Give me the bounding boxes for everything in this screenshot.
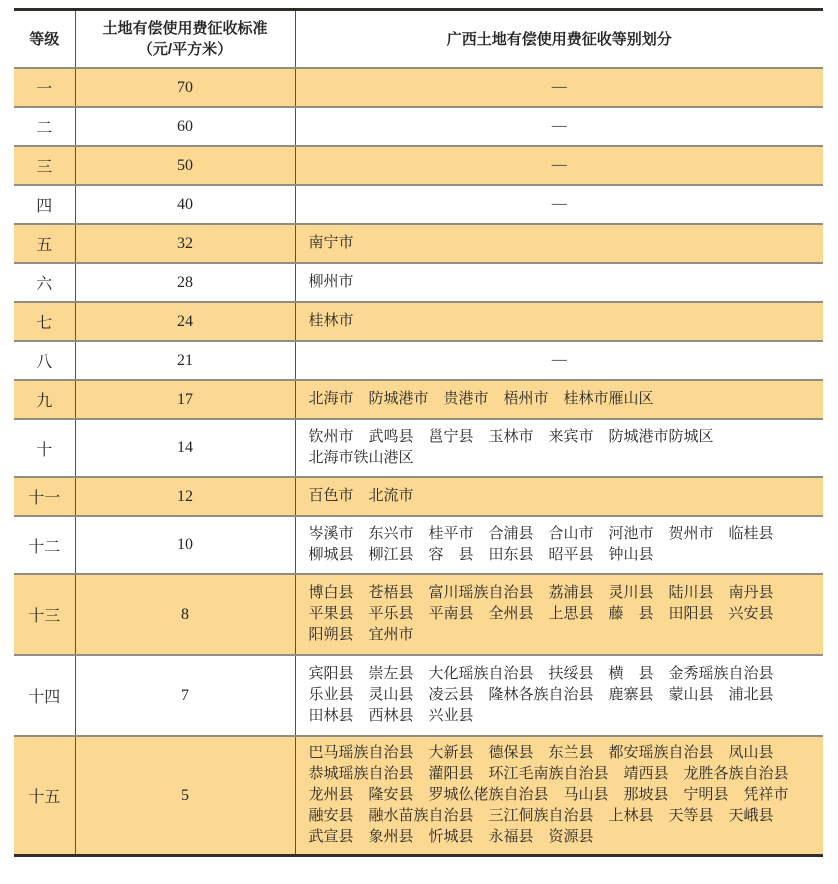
table-row	[14, 736, 823, 856]
regions-cell: —	[295, 146, 823, 185]
regions-cell	[295, 736, 823, 856]
table-row	[14, 185, 823, 224]
regions-cell: —	[295, 107, 823, 146]
grade-cell: 十二	[14, 516, 75, 574]
table-row	[14, 146, 823, 185]
region-line: 百色市 北流市	[308, 488, 414, 504]
table-row	[14, 302, 823, 341]
table-row	[14, 419, 823, 477]
table-row	[14, 107, 823, 146]
table-row	[14, 574, 823, 655]
regions-cell	[295, 380, 823, 419]
regions-cell: —	[295, 185, 823, 224]
standard-cell: 5	[75, 736, 295, 856]
grade-cell: 七	[14, 302, 75, 341]
grade-cell: 五	[14, 224, 75, 263]
table-row	[14, 341, 823, 380]
table-body	[14, 68, 823, 856]
grade-cell: 三	[14, 146, 75, 185]
standard-cell: 12	[75, 477, 295, 516]
header-standard-line2: （元/平方米）	[137, 41, 233, 58]
table-row	[14, 263, 823, 302]
standard-cell: 10	[75, 516, 295, 574]
standard-cell: 50	[75, 146, 295, 185]
standard-cell: 28	[75, 263, 295, 302]
region-line: 田林县 西林县 兴业县	[308, 708, 474, 724]
regions-cell	[295, 419, 823, 477]
regions-cell: —	[295, 341, 823, 380]
region-line: 阳朔县 宜州市	[308, 627, 414, 643]
grade-cell: 八	[14, 341, 75, 380]
region-line: 柳城县 柳江县 容 县 田东县 昭平县 钟山县	[308, 547, 654, 563]
standard-cell: 21	[75, 341, 295, 380]
grade-cell: 二	[14, 107, 75, 146]
grade-cell: 十	[14, 419, 75, 477]
grade-cell: 六	[14, 263, 75, 302]
standard-cell: 8	[75, 574, 295, 655]
regions-cell	[295, 263, 823, 302]
standard-cell: 70	[75, 68, 295, 107]
region-line: 南宁市	[308, 235, 354, 251]
grade-cell: 十三	[14, 574, 75, 655]
region-line: 博白县 苍梧县 富川瑶族自治县 荔浦县 灵川县 陆川县 南丹县	[308, 585, 774, 601]
region-line: 桂林市	[308, 313, 354, 329]
region-line: 乐业县 灵山县 凌云县 隆林各族自治县 鹿寨县 蒙山县 浦北县	[308, 687, 774, 703]
table-row	[14, 68, 823, 107]
region-line: 龙州县 隆安县 罗城仫佬族自治县 马山县 那坡县 宁明县 凭祥市	[308, 787, 789, 803]
standard-cell: 60	[75, 107, 295, 146]
grade-cell: 一	[14, 68, 75, 107]
table-row	[14, 380, 823, 419]
region-line: 巴马瑶族自治县 大新县 德保县 东兰县 都安瑶族自治县 凤山县	[308, 745, 774, 761]
region-line: 北海市 防城港市 贵港市 梧州市 桂林市雁山区	[308, 391, 654, 407]
grade-cell: 十四	[14, 655, 75, 736]
table-row	[14, 224, 823, 263]
header-standard-line1: 土地有偿使用费征收标准	[102, 20, 268, 37]
region-line: 北海市铁山港区	[308, 450, 414, 466]
regions-cell	[295, 574, 823, 655]
region-line: 柳州市	[308, 274, 354, 290]
region-line: 武宣县 象州县 忻城县 永福县 资源县	[308, 829, 594, 845]
fee-grade-table	[14, 8, 823, 857]
grade-cell: 十五	[14, 736, 75, 856]
standard-cell: 32	[75, 224, 295, 263]
regions-cell	[295, 655, 823, 736]
standard-cell: 40	[75, 185, 295, 224]
grade-cell: 十一	[14, 477, 75, 516]
region-line: 恭城瑶族自治县 灌阳县 环江毛南族自治县 靖西县 龙胜各族自治县	[308, 766, 789, 782]
standard-cell: 17	[75, 380, 295, 419]
table-row	[14, 477, 823, 516]
table-row	[14, 516, 823, 574]
grade-cell: 四	[14, 185, 75, 224]
region-line: 岑溪市 东兴市 桂平市 合浦县 合山市 河池市 贺州市 临桂县	[308, 526, 774, 542]
header-row	[14, 10, 823, 69]
grade-cell: 九	[14, 380, 75, 419]
table-row	[14, 655, 823, 736]
regions-cell: —	[295, 68, 823, 107]
header-regions: 广西土地有偿使用费征收等别划分	[295, 10, 823, 69]
regions-cell	[295, 516, 823, 574]
region-line: 平果县 平乐县 平南县 全州县 上思县 藤 县 田阳县 兴安县	[308, 606, 774, 622]
region-line: 钦州市 武鸣县 邕宁县 玉林市 来宾市 防城港市防城区	[308, 429, 714, 445]
standard-cell: 7	[75, 655, 295, 736]
header-standard	[75, 10, 295, 69]
header-grade: 等级	[14, 10, 75, 69]
standard-cell: 24	[75, 302, 295, 341]
regions-cell	[295, 224, 823, 263]
standard-cell: 14	[75, 419, 295, 477]
regions-cell	[295, 477, 823, 516]
document-page	[14, 8, 838, 857]
region-line: 宾阳县 崇左县 大化瑶族自治县 扶绥县 横 县 金秀瑶族自治县	[308, 666, 774, 682]
regions-cell	[295, 302, 823, 341]
region-line: 融安县 融水苗族自治县 三江侗族自治县 上林县 天等县 天峨县	[308, 808, 774, 824]
